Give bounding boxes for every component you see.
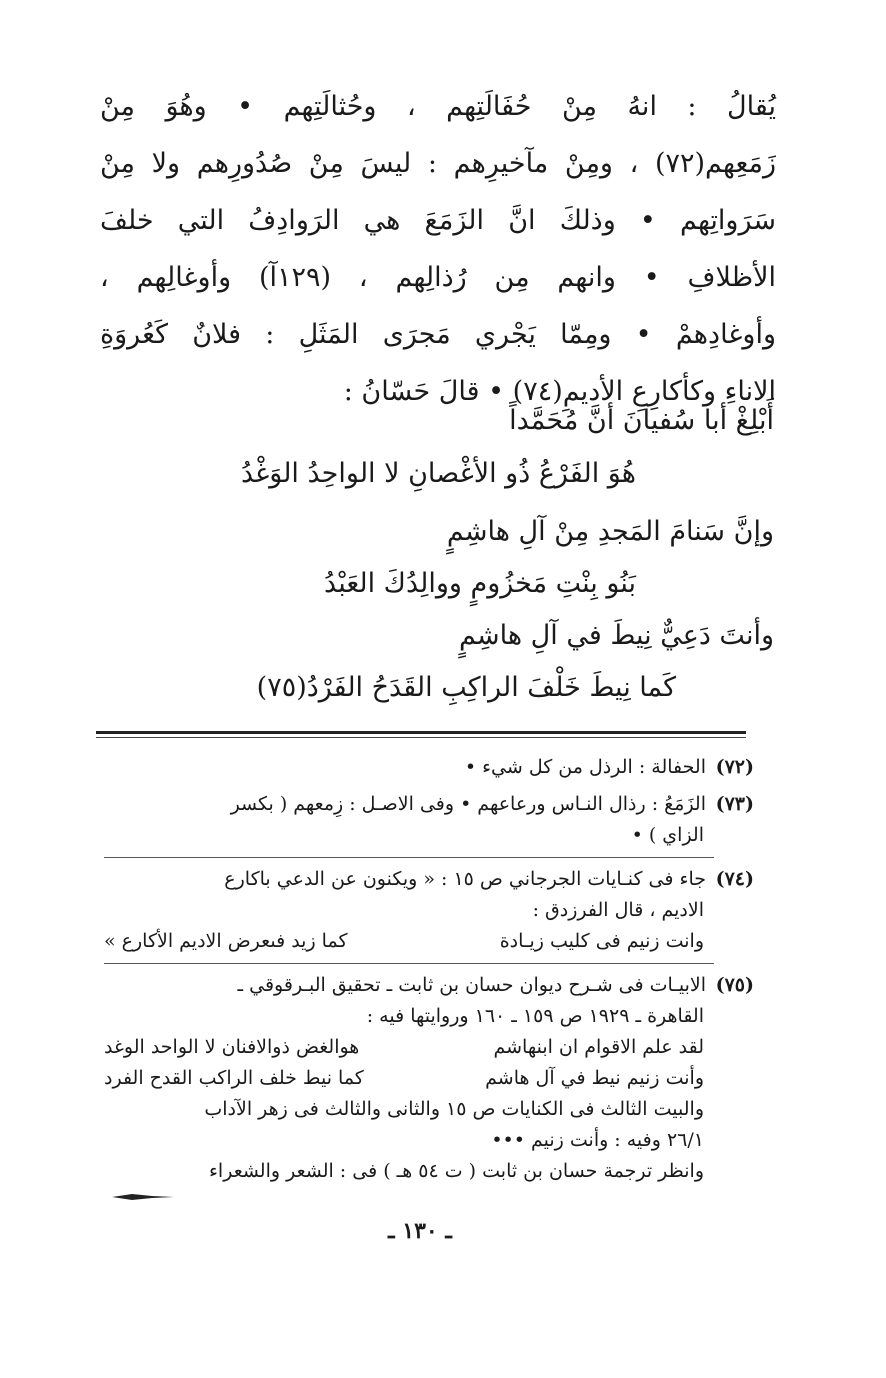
main-text	[100, 78, 776, 420]
text-line: الاناءِ وكأكارِعِ الأديمِ(٧٤) • قالَ حَسّانُ :	[343, 376, 776, 407]
note-separator	[104, 857, 714, 858]
verse-hemistich: كما زيد فىعرض الاديم الأكارع »	[104, 930, 348, 952]
footnote-number: (٧٢)	[715, 756, 754, 778]
footnote-divider-thin	[96, 737, 746, 738]
footnote-verse	[104, 1063, 754, 1094]
text-line: زَمَعِهم(٧٢) ، ومِنْ مآخيرِهم : ليسَ مِنْ صُدُورِهم ولا مِنْ	[100, 148, 776, 179]
footnotes	[104, 752, 754, 1193]
verse-hemistich: لقد علم الاقوام ان ابنهاشم	[493, 1036, 704, 1058]
footnote-divider	[96, 731, 746, 734]
footnote	[104, 970, 754, 1187]
verse-hemistich: هوالغض ذوالافنان لا الواحد الوغد	[104, 1036, 360, 1058]
footnote-text: جاء فى كنـايات الجرجاني ص ١٥ : « ويكنون عن الدعي باكارع	[224, 868, 706, 890]
footnote-text: الاديم ، قال الفرزدق :	[532, 899, 704, 921]
footnote-number: (٧٤)	[715, 868, 754, 890]
footnote	[104, 752, 754, 783]
footnote-text: الزَمَعُ : رذال النـاس ورعاعهم • وفى الاصـل : زِمعهم ( بكسر	[230, 793, 706, 815]
verse-hemistich: كما نيط خلف الراكب القدح الفرد	[104, 1067, 364, 1089]
text-line: الأظلافِ • وانهم مِن رُذالِهم ، (١٢٩آ) وأوغالِهم ،	[100, 262, 776, 293]
poem-hemistich: هُوَ الفَرْعُ ذُو الأغْصانِ لا الواحِدُ الوَغْدُ	[240, 458, 636, 489]
footnote-text: القاهرة ـ ١٩٢٩ ص ١٥٩ ـ ١٦٠ وروايتها فيه :	[366, 1005, 704, 1027]
footnote-verse	[104, 1032, 754, 1063]
footnote-number: (٧٣)	[715, 793, 754, 815]
page-number: ـ ١٣٠ ـ	[388, 1218, 452, 1244]
footnote-text: الابيـات فى شـرح ديوان حسان بن ثابت ـ تحقيق البـرقوقي ـ	[237, 974, 706, 996]
footnote	[104, 864, 754, 957]
text-line: يُقالُ : انهُ مِنْ حُفَالَتِهم ، وحُثالَتِهم • وهُوَ مِنْ	[100, 91, 776, 122]
note-separator	[104, 963, 714, 964]
footnote-text: وانظر ترجمة حسان بن ثابت ( ت ٥٤ هـ ) فى : الشعر والشعراء	[209, 1160, 704, 1182]
poem-hemistich: بَنُو بِنْتِ مَخزُومٍ ووالِدُكَ العَبْدُ	[324, 568, 636, 599]
footnote-text: والبيت الثالث فى الكنايات ص ١٥ والثانى والثالث فى زهر الآداب	[204, 1098, 704, 1120]
poem-hemistich: وإنَّ سَنامَ المَجدِ مِنْ آلِ هاشِمٍ	[446, 516, 774, 547]
footnote-text: ٢٦/١ وفيه : وأنت زنيم •••	[491, 1129, 704, 1151]
poem-hemistich: وأنتَ دَعِيٌّ نِيطَ في آلِ هاشِمٍ	[459, 620, 774, 651]
poem-hemistich: أَبْلِغْ أبا سُفيانَ أنَّ مُحَمَّداً	[509, 405, 774, 436]
text-line: وأوغادِهمْ • ومِمّا يَجْري مَجرَى المَثَلِ : فلانٌ كَعُروَةِ	[100, 319, 776, 350]
footnote-text: الزاي ) •	[631, 824, 704, 846]
poem-hemistich: كَما نِيطَ خَلْفَ الراكِبِ القَدَحُ الفَرْدُ(٧٥)	[256, 672, 676, 703]
footnote-number: (٧٥)	[715, 974, 754, 996]
text-line: سَرَواتِهم • وذلكَ انَّ الزَمَعَ هي الرَوادِفُ التي خلفَ	[100, 205, 776, 236]
verse-hemistich: وانت زنيم فى كليب زيـادة	[499, 930, 704, 952]
footnote-text: الحفالة : الرذل من كل شيء •	[464, 756, 706, 778]
footnote	[104, 789, 754, 851]
ornament-end-mark	[112, 1192, 174, 1202]
verse-hemistich: وأنت زنيم نيط في آل هاشم	[485, 1067, 704, 1089]
footnote-verse	[104, 926, 754, 957]
